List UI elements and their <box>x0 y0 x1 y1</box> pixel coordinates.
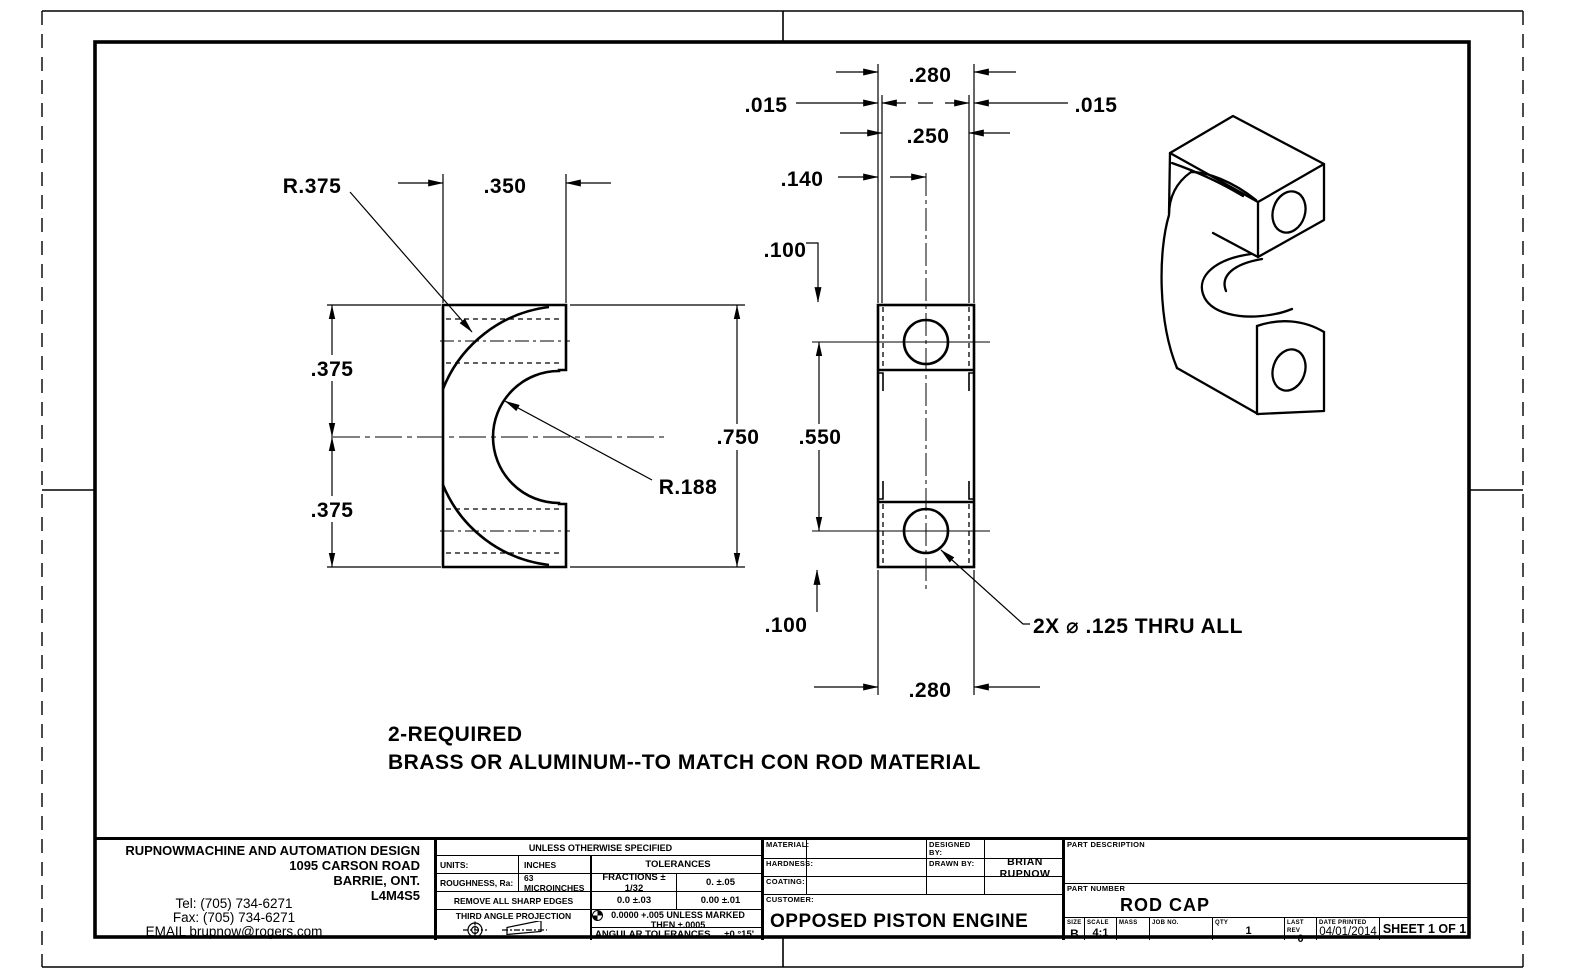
dim-750: .750 <box>716 426 760 449</box>
mass-cell: MASS <box>1117 918 1150 940</box>
coating-value <box>807 877 927 895</box>
projection-cell <box>437 910 592 940</box>
designed-by-label: DESIGNED BY: <box>927 840 985 859</box>
notes <box>388 723 981 774</box>
dim-375-top: .375 <box>310 358 354 381</box>
part-number-label: PART NUMBER <box>1067 884 1126 893</box>
part-number-cell <box>1065 884 1469 918</box>
tol-angular-cell <box>592 928 764 940</box>
dim-280-top: .280 <box>908 64 952 87</box>
tol-angular-value: ±0 °15' <box>724 928 754 940</box>
tol-three-place: 0.00 ±.01 <box>677 892 764 910</box>
third-angle-projection-icon <box>455 921 575 939</box>
hole-callout: 2X ⌀ .125 THRU ALL <box>1033 615 1243 638</box>
front-outline <box>443 305 566 567</box>
tol-angular-label: ANGULAR TOLERANCES <box>595 928 711 940</box>
dim-100-bottom: .100 <box>764 614 808 637</box>
qty-cell: QTY 1 <box>1213 918 1285 940</box>
iso-top-right-face <box>1258 164 1324 257</box>
iso-hole-top <box>1267 187 1310 237</box>
target-flag-icon <box>592 910 603 921</box>
tol-two-place: 0.0 ±.03 <box>592 892 677 910</box>
dim-r188: R.188 <box>658 476 718 499</box>
unless-otherwise-header: UNLESS OTHERWISE SPECIFIED <box>437 840 764 856</box>
zone-center-ticks <box>42 11 1523 967</box>
units-value: INCHES <box>519 856 592 874</box>
company-name: RUPNOWMACHINE AND AUTOMATION DESIGN <box>125 843 420 858</box>
tol-fractions: FRACTIONS ± 1/32 <box>592 874 677 892</box>
tol-four-place-b: THEN ±.0005 <box>650 920 706 930</box>
side-dim-lines <box>796 64 1068 695</box>
qty-value: 1 <box>1245 925 1252 937</box>
roughness-label: ROUGHNESS, Ra: <box>437 874 519 892</box>
iso-bottombox-top-edge <box>1257 321 1324 332</box>
iso-bore-far-edge <box>1225 259 1262 291</box>
dim-250: .250 <box>906 125 950 148</box>
note-line2: BRASS OR ALUMINUM--TO MATCH CON ROD MATERIAL <box>388 751 981 774</box>
dim-350: .350 <box>483 175 527 198</box>
drawn-by-value: BRIAN RUPNOW <box>985 859 1065 877</box>
material-value <box>807 840 927 859</box>
customer-value: OPPOSED PISTON ENGINE <box>770 911 1029 932</box>
dim-550: .550 <box>798 426 842 449</box>
iso-bottom-right-face <box>1257 326 1324 414</box>
company-email: EMAIL brupnow@rogers.com <box>145 924 323 939</box>
customer-label: CUSTOMER: <box>766 895 814 904</box>
side-view <box>745 64 1243 702</box>
front-dim-texts <box>283 175 760 522</box>
customer-cell <box>764 895 1065 940</box>
size-cell: SIZE B <box>1065 918 1085 940</box>
title-block <box>95 837 1469 945</box>
iso-top-face <box>1170 116 1324 202</box>
part-description-label: PART DESCRIPTION <box>1065 840 1469 884</box>
units-label: UNITS: <box>437 856 519 874</box>
company-tel: Tel: (705) 734-6271 <box>175 896 293 911</box>
material-label: MATERIAL: <box>764 840 807 859</box>
iso-hole-bottom <box>1267 345 1310 395</box>
company-block <box>95 840 437 940</box>
projection-note: THIRD ANGLE PROJECTION <box>455 911 572 921</box>
sharp-edges-note: REMOVE ALL SHARP EDGES <box>437 892 592 910</box>
size-value: B <box>1070 927 1079 941</box>
material-customer-block <box>764 840 1065 940</box>
dim-280-bottom: .280 <box>908 679 952 702</box>
front-view <box>283 174 764 567</box>
leader-r188 <box>505 401 652 480</box>
spare-cell-b <box>985 877 1065 895</box>
tol-four-place-a: 0.0000 +.005 UNLESS MARKED <box>611 910 745 920</box>
note-line1: 2-REQUIRED <box>388 723 523 746</box>
tol-one-place: 0. ±.05 <box>677 874 764 892</box>
company-fax: Fax: (705) 734-6271 <box>172 910 296 925</box>
rev-value: 0 <box>1297 933 1304 945</box>
isometric-view <box>1162 116 1324 414</box>
date-cell: DATE PRINTED 04/01/2014 <box>1317 918 1380 940</box>
scale-cell: SCALE 4:1 <box>1085 918 1117 940</box>
specs-tolerances-block <box>437 840 764 940</box>
leader-r375 <box>350 192 472 332</box>
dim-100-top: .100 <box>763 239 807 262</box>
spare-cell-a <box>927 877 985 895</box>
tol-four-place-cell <box>592 910 764 928</box>
hardness-value <box>807 859 927 877</box>
dim-375-bottom: .375 <box>310 499 354 522</box>
sheet-frame <box>42 11 1523 967</box>
date-value: 04/01/2014 <box>1319 926 1377 938</box>
part-number-value: ROD CAP <box>1120 895 1211 915</box>
leader-hole-callout <box>941 550 1030 624</box>
coating-label: COATING: <box>764 877 807 895</box>
iso-bottom-left-edge <box>1177 368 1258 414</box>
company-address1: 1095 CARSON ROAD <box>289 858 420 873</box>
company-address2: BARRIE, ONT. <box>333 873 420 888</box>
hardness-label: HARDNESS: <box>764 859 807 877</box>
roughness-value: 63 MICROINCHES <box>519 874 592 892</box>
dim-140: .140 <box>780 168 824 191</box>
sheet-value: SHEET 1 OF 1 <box>1382 922 1467 936</box>
dim-015-right: .015 <box>1074 94 1118 117</box>
rev-cell: LAST REV 0 <box>1285 918 1317 940</box>
scale-value: 4:1 <box>1092 927 1109 939</box>
tolerances-header: TOLERANCES <box>592 856 764 874</box>
part-info-block <box>1065 840 1469 945</box>
drawn-by-label: DRAWN BY: <box>927 859 985 877</box>
front-dim-arrowheads <box>329 305 740 567</box>
job-cell: JOB NO. <box>1150 918 1213 940</box>
dim-r375: R.375 <box>282 175 342 198</box>
dim-015-left: .015 <box>744 94 788 117</box>
company-postal: L4M4S5 <box>370 888 420 903</box>
front-dim-lines <box>327 174 745 567</box>
